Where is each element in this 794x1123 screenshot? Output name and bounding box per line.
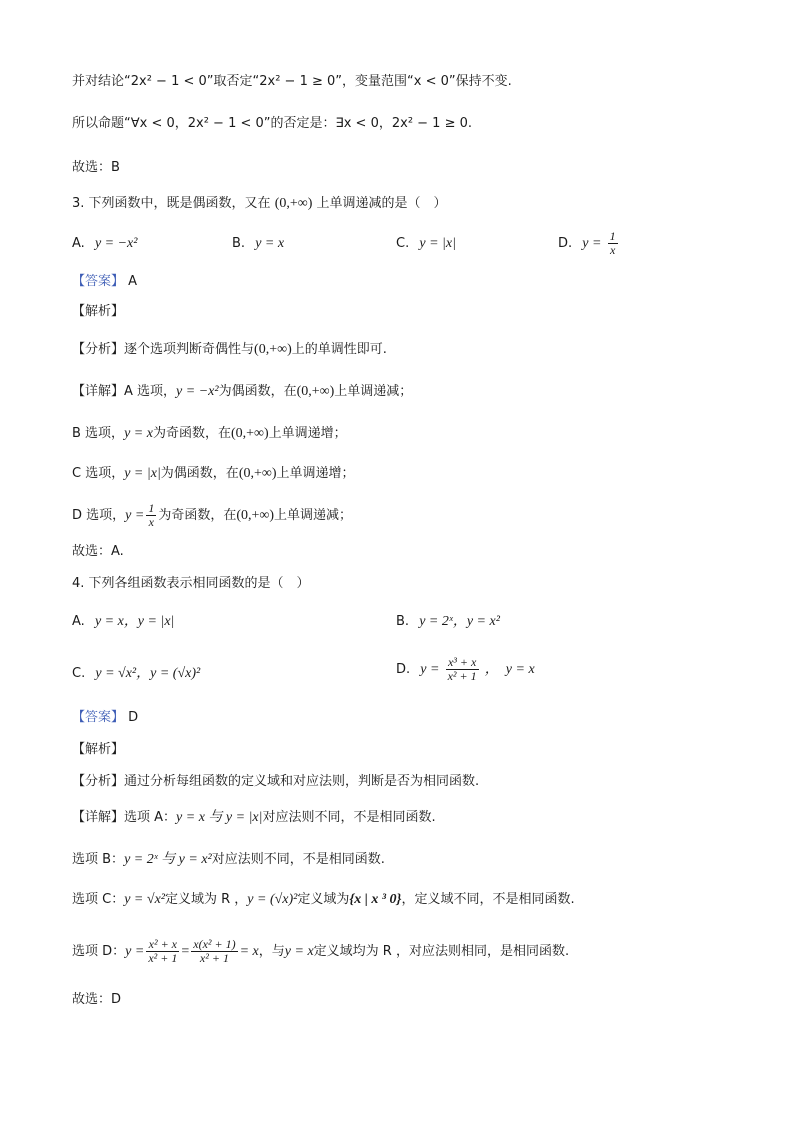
q4-xc-prefix: 选项 C： (72, 892, 125, 907)
q4-xd-result: = x (239, 944, 259, 959)
q3-option-d-fraction (608, 230, 618, 257)
q4-xb-math: y = 2ˣ 与 y = x² (124, 852, 212, 867)
q3-fenxi-tag: 【分析】 (72, 342, 125, 357)
q3-fenxi (72, 340, 387, 360)
q3-d4-lhs: y = (125, 508, 145, 523)
q3-answer (72, 272, 137, 292)
q3-d2-end: 上单调递增； (268, 426, 347, 441)
q3-d3-end: 上单调递增； (276, 466, 355, 481)
q3-d1-mid: 为偶函数，在 (218, 384, 297, 399)
q4-xd-math: y = x (284, 944, 314, 959)
q4-answer-tag: 【答案】 (72, 710, 125, 725)
q4-xiangjie-tag: 【详解】 (72, 810, 125, 825)
q3-detail-a (72, 382, 412, 402)
q3-d3-prefix: C 选项， (72, 466, 125, 481)
q4-xc-math2: y = (√x)² (247, 892, 298, 907)
q3-stem-interval: (0,+∞) (274, 196, 313, 211)
q3-d1-end: 上单调递减； (334, 384, 413, 399)
q3-d3-interval: (0,+∞) (238, 466, 277, 481)
q4-stem: 4. 下列各组函数表示相同函数的是（ ） (72, 576, 310, 591)
q4-option-d-rhs: ， y = x (484, 662, 535, 677)
q3-fenxi-text-b: 上的单调性即可. (291, 342, 387, 357)
q3-option-b (232, 234, 284, 254)
q3-d4-denominator: x (148, 515, 154, 529)
q4-xd-numerator2: x(x² + 1) (193, 937, 236, 951)
q4-detail-b (72, 850, 385, 870)
q4-xd-fraction1 (146, 938, 179, 965)
q3-stem (72, 194, 447, 214)
q4-analysis-tag: 【解析】 (72, 742, 125, 757)
q3-d2-interval: (0,+∞) (230, 426, 269, 441)
q3-d1-interval: (0,+∞) (296, 384, 335, 399)
q4-option-d-lhs: y = (420, 662, 440, 677)
q4-xd-numerator1: x² + x (146, 938, 179, 952)
q3-d4-fraction (146, 502, 156, 529)
q3-final: 故选：A. (72, 544, 124, 559)
q3-answer-value: A (128, 274, 138, 289)
q4-option-a-math: y = x，y = |x| (94, 614, 175, 629)
q3-d4-mid: 为奇函数，在 (158, 508, 237, 523)
q4-xd-end: 定义域均为 R ，对应法则相同，是相同函数. (313, 944, 570, 959)
q4-xd-equals: = (181, 944, 190, 959)
q3-option-a-label: A. (72, 236, 85, 251)
q3-fenxi-interval: (0,+∞) (254, 342, 292, 357)
q3-d2-prefix: B 选项， (72, 426, 125, 441)
q4-option-b (396, 612, 500, 632)
q3-option-d-numerator: 1 (609, 229, 616, 243)
q2-negation-line: 所以命题“∀x < 0，2x² − 1 < 0”的否定是：∃x < 0，2x² − 1 ≥ 0. (72, 116, 473, 131)
q3-detail-c (72, 464, 355, 484)
q4-option-b-label: B. (396, 614, 410, 629)
q3-option-b-math: y = x (255, 236, 285, 251)
q4-xc-domain1: 定义域为 R ， (164, 892, 248, 907)
q3-fenxi-text-a: 逐个选项判断奇偶性与 (124, 342, 255, 357)
q4-xd-denominator2: x² + 1 (199, 951, 229, 965)
q3-option-d-label: D. (558, 236, 573, 251)
q4-answer-value: D (128, 710, 139, 725)
q4-final: 故选：D (72, 992, 122, 1007)
q3-option-d-denominator: x (609, 243, 616, 257)
q4-fenxi-text: 通过分析每组函数的定义域和对应法则，判断是否为相同函数. (124, 774, 480, 789)
q4-xc-end: ，定义域不同，不是相同函数. (401, 892, 575, 907)
q3-option-d (558, 230, 620, 257)
q4-option-a (72, 612, 174, 632)
q4-option-d-numerator: x³ + x (446, 656, 479, 670)
q3-option-c-math: y = |x| (419, 236, 456, 251)
q3-option-c-label: C. (396, 236, 410, 251)
q4-xa-math: y = x 与 y = |x| (176, 810, 263, 825)
q4-option-c-math: y = √x²，y = (√x)² (95, 666, 201, 681)
q4-xd-denominator1: x² + 1 (148, 951, 178, 965)
q4-answer (72, 708, 138, 728)
q3-detail-b (72, 424, 347, 444)
q4-xa-prefix: 选项 A： (124, 810, 177, 825)
q3-option-c (396, 234, 456, 254)
q4-fenxi (72, 772, 479, 792)
q4-xc-math1: y = √x² (124, 892, 165, 907)
q4-option-c-label: C. (72, 666, 86, 681)
q3-d2-math: y = x (124, 426, 153, 441)
q3-answer-tag: 【答案】 (72, 274, 125, 289)
q3-stem-suffix: 上单调递减的是（ ） (316, 196, 447, 211)
q3-detail-d (72, 502, 352, 529)
q4-option-c (72, 664, 200, 684)
q3-xiangjie-tag: 【详解】 (72, 384, 125, 399)
q4-xc-set: {x | x ³ 0} (349, 892, 402, 907)
q3-d4-prefix: D 选项， (72, 508, 126, 523)
q4-xd-lhs: y = (125, 944, 145, 959)
q4-detail-a (72, 808, 436, 828)
q4-xd-mid: ，与 (258, 944, 285, 959)
q3-d4-interval: (0,+∞) (236, 508, 275, 523)
q4-xc-domain-label: 定义域为 (297, 892, 350, 907)
q4-fenxi-tag: 【分析】 (72, 774, 125, 789)
q4-option-a-label: A. (72, 614, 85, 629)
q4-xd-prefix: 选项 D： (72, 944, 126, 959)
q3-d3-mid: 为偶函数，在 (160, 466, 239, 481)
q4-xa-end: 对应法则不同，不是相同函数. (262, 810, 436, 825)
q3-d4-end: 上单调递减； (274, 508, 353, 523)
q3-d1-math: y = −x² (176, 384, 219, 399)
q3-d3-math: y = |x| (124, 466, 161, 481)
q3-d1-prefix: A 选项， (124, 384, 177, 399)
q4-detail-d (72, 938, 569, 965)
q4-detail-c (72, 890, 575, 910)
q2-answer-line: 故选：B (72, 160, 120, 175)
q4-xd-fraction2 (191, 938, 237, 965)
q3-stem-prefix: 3. 下列函数中，既是偶函数，又在 (72, 196, 271, 211)
q3-option-d-lhs: y = (582, 236, 602, 251)
q3-option-a-math: y = −x² (94, 236, 138, 251)
q4-option-b-math: y = 2ˣ，y = x² (419, 614, 500, 629)
q4-option-d-denominator: x² + 1 (447, 669, 477, 683)
q3-d4-numerator: 1 (148, 501, 155, 515)
q4-xb-prefix: 选项 B： (72, 852, 125, 867)
q2-conclusion-line: 并对结论“2x² − 1 < 0”取否定“2x² − 1 ≥ 0”，变量范围“x < 0”保持不变. (72, 74, 512, 89)
q4-xb-end: 对应法则不同，不是相同函数. (211, 852, 385, 867)
q4-option-d-label: D. (396, 662, 411, 677)
q3-d2-mid: 为奇函数，在 (152, 426, 231, 441)
q4-option-d (396, 656, 535, 683)
q3-analysis-tag: 【解析】 (72, 304, 125, 319)
q4-option-d-fraction (446, 656, 479, 683)
q3-option-a (72, 234, 137, 254)
q3-option-b-label: B. (232, 236, 246, 251)
